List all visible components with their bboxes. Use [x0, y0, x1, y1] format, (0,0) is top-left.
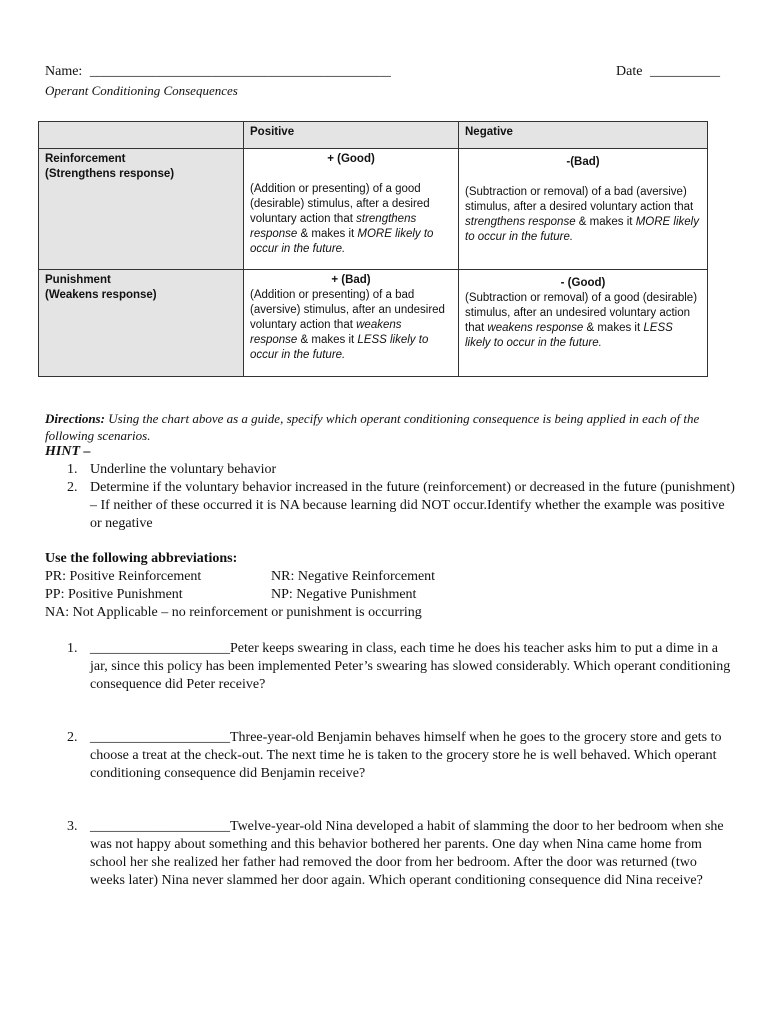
punishment-label [39, 270, 244, 377]
abbr-nr: NR: Negative Reinforcement [271, 569, 436, 584]
name-blank[interactable]: ___________________________________________ [89, 64, 391, 79]
cell-description: (Subtraction or removal) of a good (desirable) stimulus, after an undesired voluntary action that weakens response & makes it LESS likely to occur in the future. [465, 292, 698, 349]
question-text: Three-year-old Benjamin behaves himself when he goes to the grocery store and gets to choose a treat at the check-out. The next time he is taken to the grocery store he is well behaved. Which operant conditioning consequence did Benjamin receive? [90, 730, 722, 781]
row-subtitle: (Weakens response) [45, 289, 157, 301]
question-text: Twelve-year-old Nina developed a habit of slamming the door to her bedroom when she was not happy about something and this behavior bothered her parents. One day when Nina came home from school her she realized her father had removed the door from her bedroom. After the door was returned (two weeks later) Nina never slammed her door again. Which operant conditioning consequence did Nina receive? [90, 819, 724, 888]
positive-reinforcement-cell [244, 149, 459, 270]
hint-list [45, 461, 735, 533]
negative-header: Negative [459, 122, 708, 149]
directions [45, 410, 735, 444]
cell-description: (Subtraction or removal) of a bad (aversive) stimulus, after a desired voluntary action that strengthens response & makes it MORE likely to occur in the future. [465, 186, 699, 243]
reinforcement-row [39, 149, 708, 270]
row-title: Punishment [45, 274, 111, 286]
hint-number: 1. [67, 462, 78, 477]
negative-reinforcement-cell [459, 149, 708, 270]
directions-label: Directions: [45, 411, 105, 426]
page-subtitle: Operant Conditioning Consequences [45, 83, 238, 98]
directions-text: Using the chart above as a guide, specify which operant conditioning consequence is being applied in each of the following scenarios. [45, 411, 700, 443]
answer-blank[interactable]: ____________________ [90, 819, 230, 834]
sign-label: - (Good) [560, 277, 606, 289]
hint-text: Determine if the voluntary behavior increased in the future (reinforcement) or decreased in the future (punishment) – If neither of these occurred it is NA because learning did NOT occur.Identify whether the example was positive or negative [90, 480, 735, 531]
sign-label: + (Bad) [331, 274, 371, 286]
abbr-np: NP: Negative Punishment [271, 587, 417, 602]
hint-label: HINT – [45, 444, 91, 459]
date-label: Date [616, 64, 643, 79]
hint-item [45, 461, 735, 479]
chart-header-row [39, 122, 708, 149]
question-item [67, 818, 732, 890]
date-blank[interactable]: __________ [649, 64, 720, 79]
abbr-na: NA: Not Applicable – no reinforcement or punishment is occurring [45, 605, 422, 620]
positive-punishment-cell [244, 270, 459, 377]
hint-text: Underline the voluntary behavior [90, 462, 277, 477]
name-label: Name: [45, 64, 83, 79]
chart-corner-cell [39, 122, 244, 149]
hint-item [45, 479, 735, 533]
punishment-row [39, 270, 708, 377]
question-number: 2. [67, 730, 78, 745]
question-item [67, 729, 732, 783]
sign-label: + (Good) [327, 153, 375, 165]
answer-blank[interactable]: ____________________ [90, 641, 230, 656]
negative-punishment-cell [459, 270, 708, 377]
hint-number: 2. [67, 480, 78, 495]
name-field[interactable] [45, 64, 391, 80]
question-number: 1. [67, 641, 78, 656]
reinforcement-label [39, 149, 244, 270]
date-field[interactable] [616, 64, 720, 80]
row-subtitle: (Strengthens response) [45, 168, 175, 180]
abbr-pr: PR: Positive Reinforcement [45, 569, 202, 584]
consequences-chart [38, 121, 708, 377]
question-item [67, 640, 732, 694]
question-text: Peter keeps swearing in class, each time he does his teacher asks him to put a dime in a jar, since this policy has been implemented Peter’s swearing has slowed considerably. Which operant conditioning consequence did Peter receive? [90, 641, 731, 692]
cell-description: (Addition or presenting) of a bad (aversive) stimulus, after an undesired voluntary action that weakens response & makes it LESS likely to occur in the future. [250, 289, 445, 361]
abbreviations-title: Use the following abbreviations: [45, 551, 238, 566]
row-title: Reinforcement [45, 153, 126, 165]
answer-blank[interactable]: ____________________ [90, 730, 230, 745]
abbr-pp: PP: Positive Punishment [45, 587, 183, 602]
positive-header: Positive [244, 122, 459, 149]
sign-label: -(Bad) [566, 156, 600, 168]
cell-description: (Addition or presenting) of a good (desirable) stimulus, after a desired voluntary action that strengthens response & makes it MORE likely to occur in the future. [250, 183, 434, 255]
question-number: 3. [67, 819, 78, 834]
